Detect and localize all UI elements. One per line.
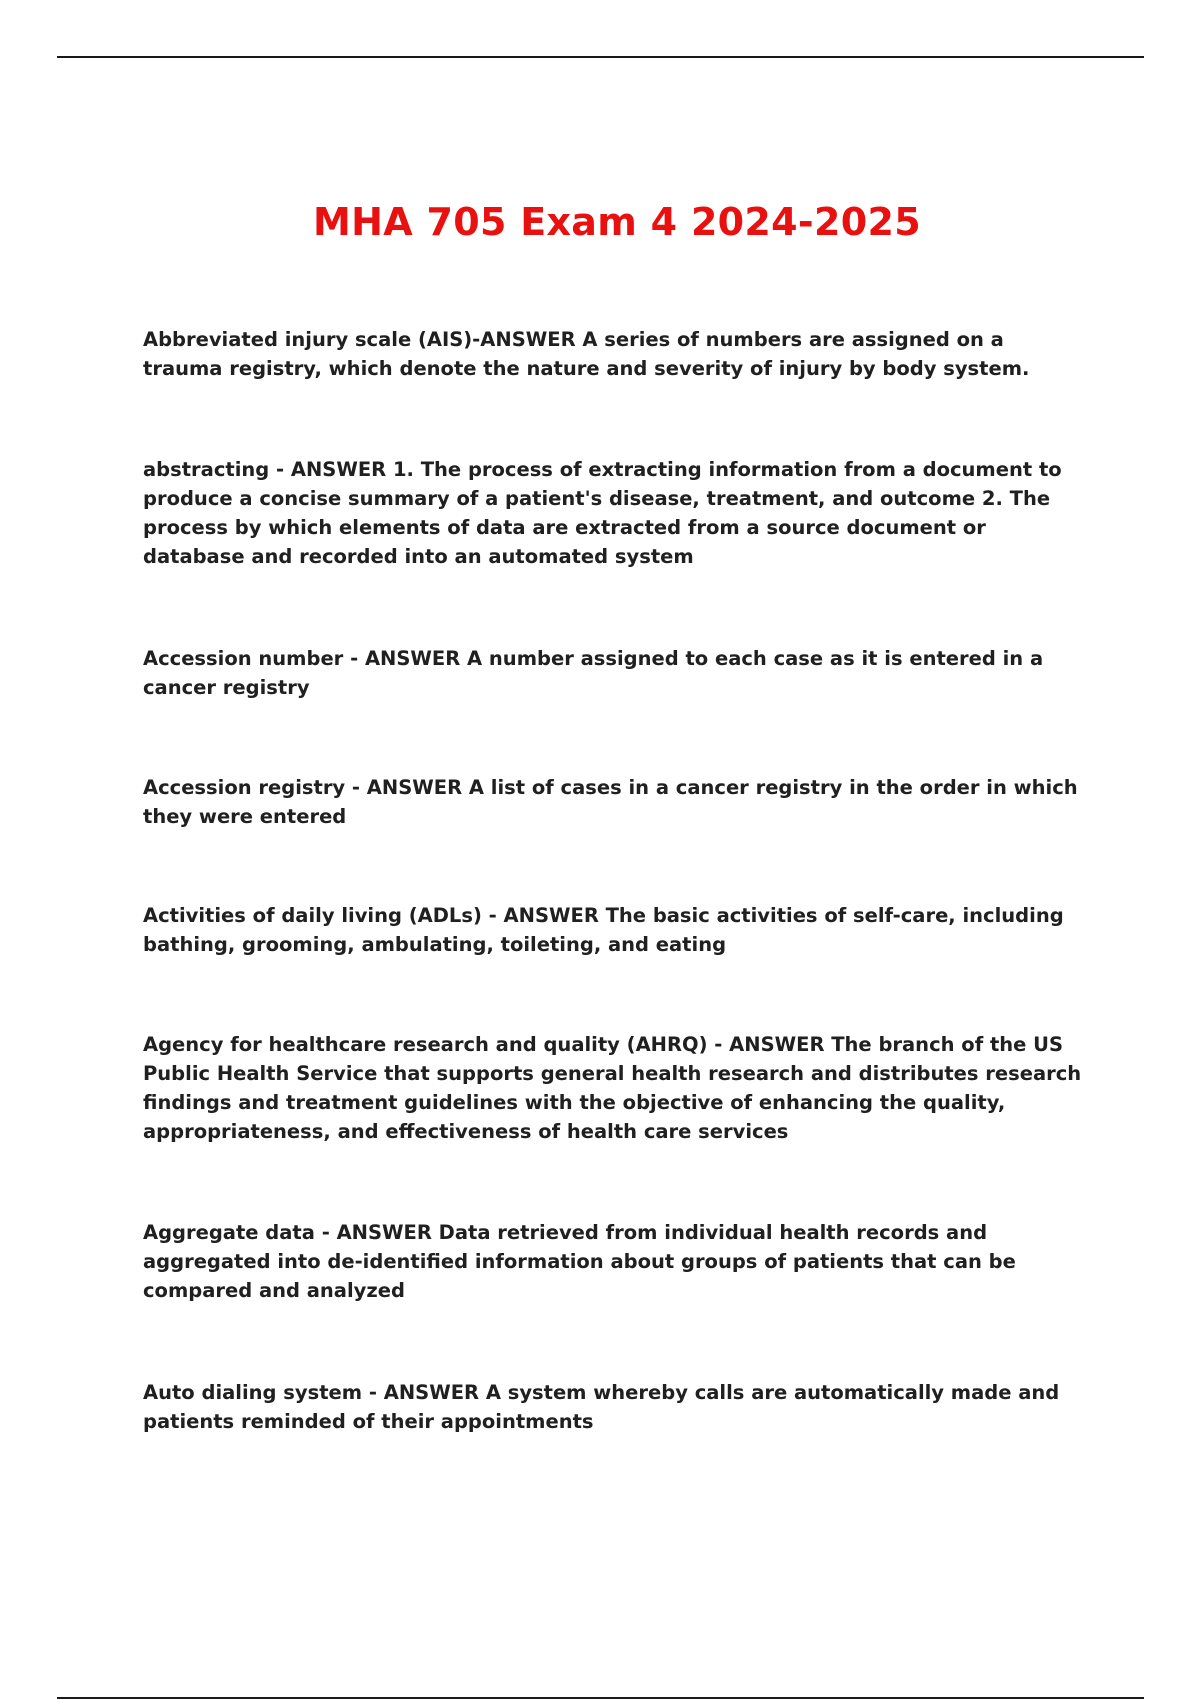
top-divider [57, 56, 1144, 58]
entry-accession-number: Accession number - ANSWER A number assigned to each case as it is entered in a cancer registry [143, 647, 1044, 699]
entry-accession-registry: Accession registry - ANSWER A list of cases in a cancer registry in the order in which they were entered [143, 776, 1078, 828]
entry-auto-dialing-system: Auto dialing system - ANSWER A system whereby calls are automatically made and patients reminded of their appointments [143, 1381, 1060, 1433]
entry-aggregate-data: Aggregate data - ANSWER Data retrieved from individual health records and aggregated into de-identified information about groups of patients that can be compared and analyzed [143, 1221, 1016, 1302]
entry-abstracting: abstracting - ANSWER 1. The process of extracting information from a document to produce a concise summary of a patient's disease, treatment, and outcome 2. The process by which elements of data are extracted from a source document or database and recorded into an automated system [143, 458, 1062, 568]
entry-activities-of-daily-living: Activities of daily living (ADLs) - ANSWER The basic activities of self-care, including bathing, grooming, ambulating, toileting, and eating [143, 904, 1064, 956]
entry-ahrq: Agency for healthcare research and quality (AHRQ) - ANSWER The branch of the US Public Health Service that supports general health research and distributes research findings and treatment guidelines with the objective of enhancing the quality, appropriateness, and effectiveness of health care services [143, 1033, 1082, 1143]
page-title: MHA 705 Exam 4 2024-2025 [313, 200, 921, 244]
entry-abbreviated-injury-scale: Abbreviated injury scale (AIS)-ANSWER A series of numbers are assigned on a trauma registry, which denote the nature and severity of injury by body system. [143, 328, 1030, 380]
bottom-divider [57, 1697, 1144, 1699]
